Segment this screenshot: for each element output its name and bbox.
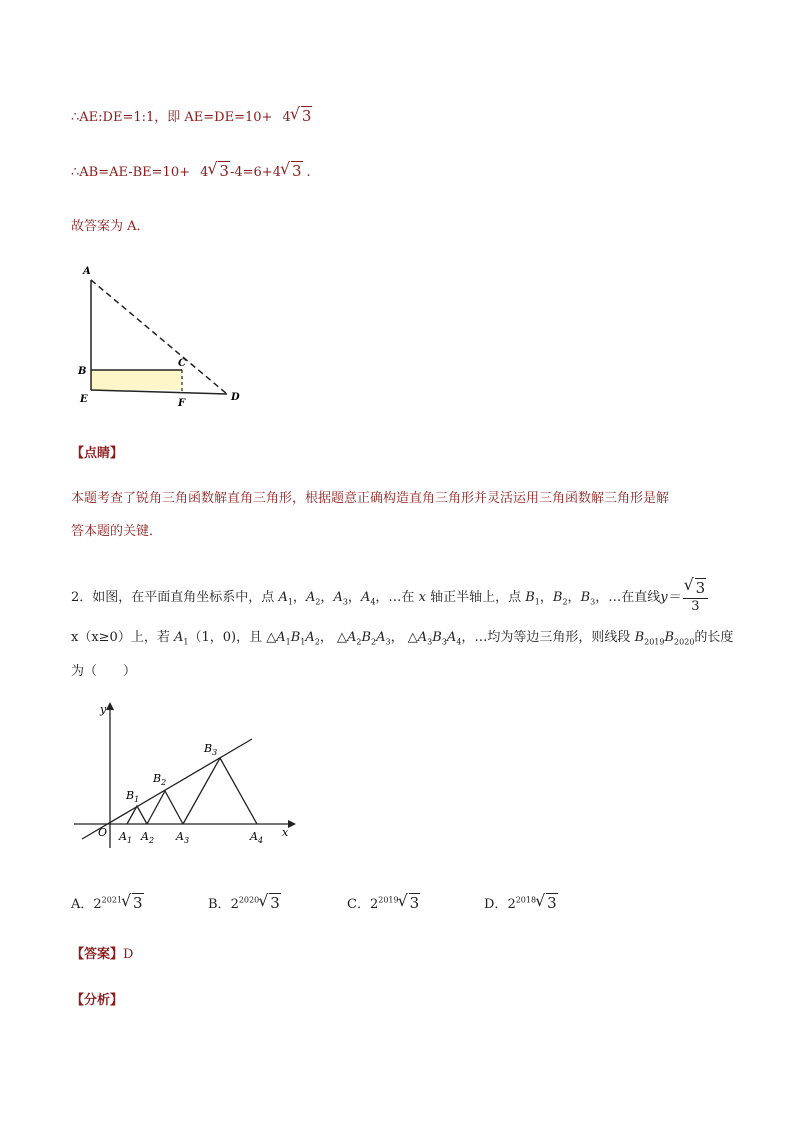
option-d[interactable]: D．$2^{2018}√$ 3 [484, 893, 558, 912]
answer-statement: 故答案为 A． [71, 219, 150, 234]
svg-text:A2: $A_2$ [141, 830, 155, 845]
sqrt-symbol: √ 3 [292, 107, 313, 125]
svg-text:A4: $A_4$ [250, 830, 264, 845]
comment-line-1: 本题考查了锐角三角函数解直角三角形，根据题意正确构造直角三角形并灵活运用三角函数解三角形是解 [71, 491, 670, 506]
analysis-heading: 【分析】 [71, 993, 124, 1008]
svg-text:B1: $B_1$ [126, 789, 140, 804]
solution-line-1: ∴AE:DE=1:1，即 AE=DE=10+ 4√ 3 [71, 106, 312, 125]
option-b[interactable]: B．$2^{2020}√$ 3 [208, 893, 281, 912]
label-y: y [100, 703, 107, 716]
question-line-3: 为（ ） [71, 664, 137, 679]
answer-line [71, 943, 133, 962]
answer-value: D [123, 947, 134, 962]
sqrt-symbol: √ 3 [209, 162, 230, 180]
label-a: A [83, 266, 91, 277]
label-c: C [178, 358, 186, 369]
comment-line-2: 答本题的关键． [71, 524, 163, 539]
comment-heading: 【点睛】 [71, 446, 124, 461]
svg-text:B3: $B_3$ [204, 742, 218, 757]
svg-text:B2: $B_2$ [153, 772, 167, 787]
sqrt-symbol: √ 3 [282, 162, 303, 180]
label-x: x [282, 826, 289, 839]
question-line-1: 2．如图，在平面直角坐标系中，点 $A_1$，$A_2$，$A_3$，$A_4$，…在 x 轴正半轴上，点 $B_1$，$B_2$，$B_3$，…在直线y＝ √ $\frac{3}{3}$ [71, 580, 708, 615]
figure-2-coordinate-plane [74, 698, 304, 853]
answer-heading: 【答案】 [71, 947, 124, 962]
svg-text:A1: $A_1$ [119, 830, 133, 845]
option-c[interactable]: C．$2^{2019}√$ 3 [347, 893, 420, 912]
solution-line-2: ∴AB=AE-BE=10+ 4√ 3-4=6+4√ 3 . [71, 162, 311, 180]
option-a[interactable]: A．$2^{2021}√$ 3 [71, 893, 144, 912]
svg-text:A3: $A_3$ [176, 830, 190, 845]
label-o: O [98, 826, 108, 839]
question-line-2: x（x≥0）上，若 $A_1(1$，0)，且 $\triangle A_1B_1A_2$， $\triangle A_2B_2A_3$， $\triangle A_3B_3A_4$，…均为等边三角形，则线段 $B_{2019}B_{2020}$的长度 [71, 630, 734, 647]
label-d: D [231, 392, 240, 403]
fraction-sqrt3-over-3: √ $\frac{3}{3}$ [683, 580, 709, 615]
label-f: F [178, 398, 186, 409]
figure-1-triangle [74, 262, 254, 412]
label-b: B [78, 366, 87, 377]
y-axis-arrow-icon [106, 702, 114, 710]
shaded-rectangle [91, 370, 182, 390]
label-e: E [80, 394, 88, 405]
x-axis-arrow-icon [288, 820, 296, 828]
